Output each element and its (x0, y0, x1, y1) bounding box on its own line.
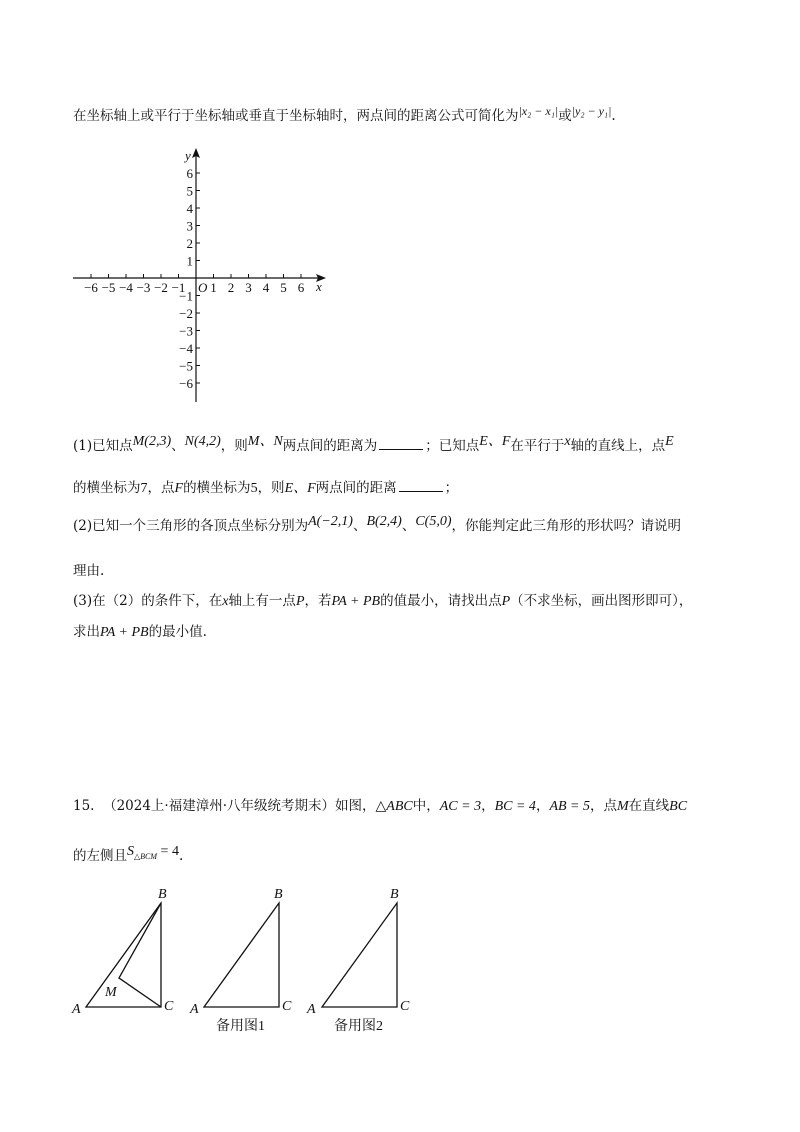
fig1-label-a: A (72, 1002, 81, 1017)
abs-y-formula: |y₂ − y₁| (571, 104, 612, 118)
q3-text-f: 求出 (73, 624, 100, 640)
fig1-label-c: C (164, 999, 174, 1014)
bc-value: BC = 4 (494, 799, 536, 814)
fig3-label-b: B (390, 887, 399, 902)
q15-text-a: 中， (412, 798, 440, 814)
point-m: M(2,3) (132, 434, 172, 449)
ac-value: AC = 3 (439, 799, 482, 814)
q15-comma-1: ， (481, 798, 495, 814)
value-five: 5 (250, 481, 258, 496)
x-var: x (564, 434, 571, 449)
fig2-caption: 备用图1 (216, 1019, 265, 1034)
origin-label: O (198, 280, 208, 295)
q2-sep-2: 、 (401, 518, 416, 534)
x-tick-label: −3 (136, 280, 151, 295)
x-tick-label: 4 (262, 280, 270, 295)
q3-text-g: 的最小值. (148, 624, 207, 640)
x-tick-label: 3 (245, 280, 252, 295)
x-tick-label: −6 (84, 280, 98, 295)
value-seven: 7 (140, 481, 148, 496)
q1-text-a: (1)已知点 (73, 438, 133, 454)
point-f: F (174, 481, 184, 496)
triangle-abc: △ABC (375, 799, 413, 814)
answer-blank-2[interactable] (399, 479, 443, 492)
y-tick-label: −1 (179, 288, 193, 304)
q2-text-c: 理由. (73, 563, 105, 579)
area-s: S (127, 844, 134, 859)
pa-pb-expr: PA + PB (331, 594, 381, 609)
x-tick-label: −2 (154, 280, 168, 295)
intro-or: 或 (558, 108, 572, 124)
q1-text-e: 在平行于 (510, 438, 565, 454)
q1-text-d: ；已知点 (425, 438, 480, 454)
question-source: （2024上·福建漳州·八年级统考期末）如图， (103, 798, 376, 814)
q2-text-b: ，你能判定此三角形的形状吗？请说明 (451, 518, 682, 534)
x-tick-label: 2 (227, 280, 235, 295)
q2-line2 (73, 561, 104, 581)
fig2-label-c: C (282, 999, 292, 1014)
q15-line1 (73, 796, 687, 817)
ab-value: AB = 5 (549, 799, 590, 814)
q15-comma-2: ， (535, 798, 550, 814)
y-tick-label: −3 (179, 323, 193, 339)
x-tick-label: 6 (297, 280, 305, 295)
line-bc: BC (669, 799, 688, 814)
intro-end: . (611, 108, 616, 124)
x-tick-label: −4 (119, 280, 133, 295)
x-tick-label: −5 (101, 280, 116, 295)
y-axis-label: y (185, 148, 191, 163)
q2-sep-1: 、 (352, 518, 367, 534)
fig3-caption: 备用图2 (334, 1019, 383, 1034)
area-value: = 4 (160, 844, 179, 859)
q3-text-c: ，若 (304, 593, 332, 609)
fig3-label-c: C (400, 999, 410, 1014)
points-ef: E、F (479, 434, 511, 449)
point-e: E (665, 434, 674, 449)
q1-sep: 、 (171, 438, 185, 454)
y-tick-label: 2 (186, 236, 193, 251)
q3-text-b: 轴上有一点 (228, 593, 296, 609)
points-ef-2: E、F (284, 481, 316, 496)
fig2-label-b: B (274, 887, 283, 902)
pa-pb-expr-2: PA + PB (100, 625, 149, 640)
area-expr (127, 844, 179, 859)
y-tick-label: 6 (186, 166, 193, 181)
q2-line1 (73, 516, 681, 537)
q15-text-b: ，点 (590, 798, 617, 814)
q1-text-k: 两点间的距离 (315, 480, 397, 496)
q3-text-a: (3)在（2）的条件下，在 (73, 593, 223, 609)
point-c: C(5,0) (415, 514, 452, 529)
fig2-label-a: A (190, 1002, 199, 1017)
area-subscript: △BCM (134, 851, 158, 861)
q1-text-b: ，则 (220, 438, 248, 454)
y-tick-label: −6 (179, 376, 193, 391)
q2-text-a: (2)已知一个三角形的各顶点坐标分别为 (73, 518, 309, 534)
x-tick-label: −1 (171, 280, 186, 295)
points-mn: M、N (247, 434, 283, 449)
q1-text-l: ； (444, 480, 459, 496)
q15-text-d: 的左侧且 (73, 848, 127, 864)
x-axis-label: x (316, 279, 322, 294)
fig1-label-m: M (105, 985, 117, 1000)
intro-text: 在坐标轴上或平行于坐标轴或垂直于坐标轴时，两点间的距离公式可简化为 (73, 108, 519, 124)
point-n: N(4,2) (184, 434, 221, 449)
q3-text-e: （不求坐标，画出图形即可）， (510, 593, 693, 609)
point-b: B(2,4) (366, 514, 402, 529)
q1-text-i: 的横坐标为 (183, 480, 251, 496)
answer-blank-1[interactable] (379, 437, 423, 450)
x-tick-label: 1 (210, 280, 217, 295)
q15-text-c: 在直线 (628, 798, 670, 814)
point-m-2: M (617, 799, 629, 814)
question-number: 15. (73, 798, 95, 814)
q3-text-d: 的值最小，请找出点 (380, 593, 502, 609)
q15-line2 (73, 846, 183, 872)
y-tick-label: 5 (186, 183, 193, 199)
q1-text-c: 两点间的距离为 (282, 438, 378, 454)
y-tick-label: 1 (186, 253, 193, 269)
q1-text-g: 的横坐标为 (73, 480, 141, 496)
y-tick-label: −2 (179, 306, 193, 321)
q1-text-j: ，则 (257, 480, 285, 496)
point-p-2: P (501, 594, 511, 609)
abs-x-formula: |x₂ − x₁| (518, 104, 559, 118)
y-tick-label: −5 (179, 358, 193, 374)
q3-line1 (73, 591, 692, 612)
point-p: P (295, 594, 305, 609)
q1-text-f: 轴的直线上，点 (570, 438, 666, 454)
q1-line2 (73, 478, 458, 499)
y-tick-label: 3 (186, 218, 193, 234)
point-a: A(−2,1) (308, 514, 353, 529)
fig1-label-b: B (158, 887, 167, 902)
q1-text-h: ，点 (147, 480, 175, 496)
q15-end: . (178, 848, 184, 864)
y-tick-label: 4 (186, 201, 193, 216)
x-tick-label: 5 (280, 280, 287, 295)
q1-line1 (73, 436, 674, 457)
y-tick-label: −4 (179, 341, 193, 356)
x-var-2: x (222, 594, 229, 609)
fig3-label-a: A (307, 1002, 316, 1017)
q3-line2 (73, 622, 207, 643)
